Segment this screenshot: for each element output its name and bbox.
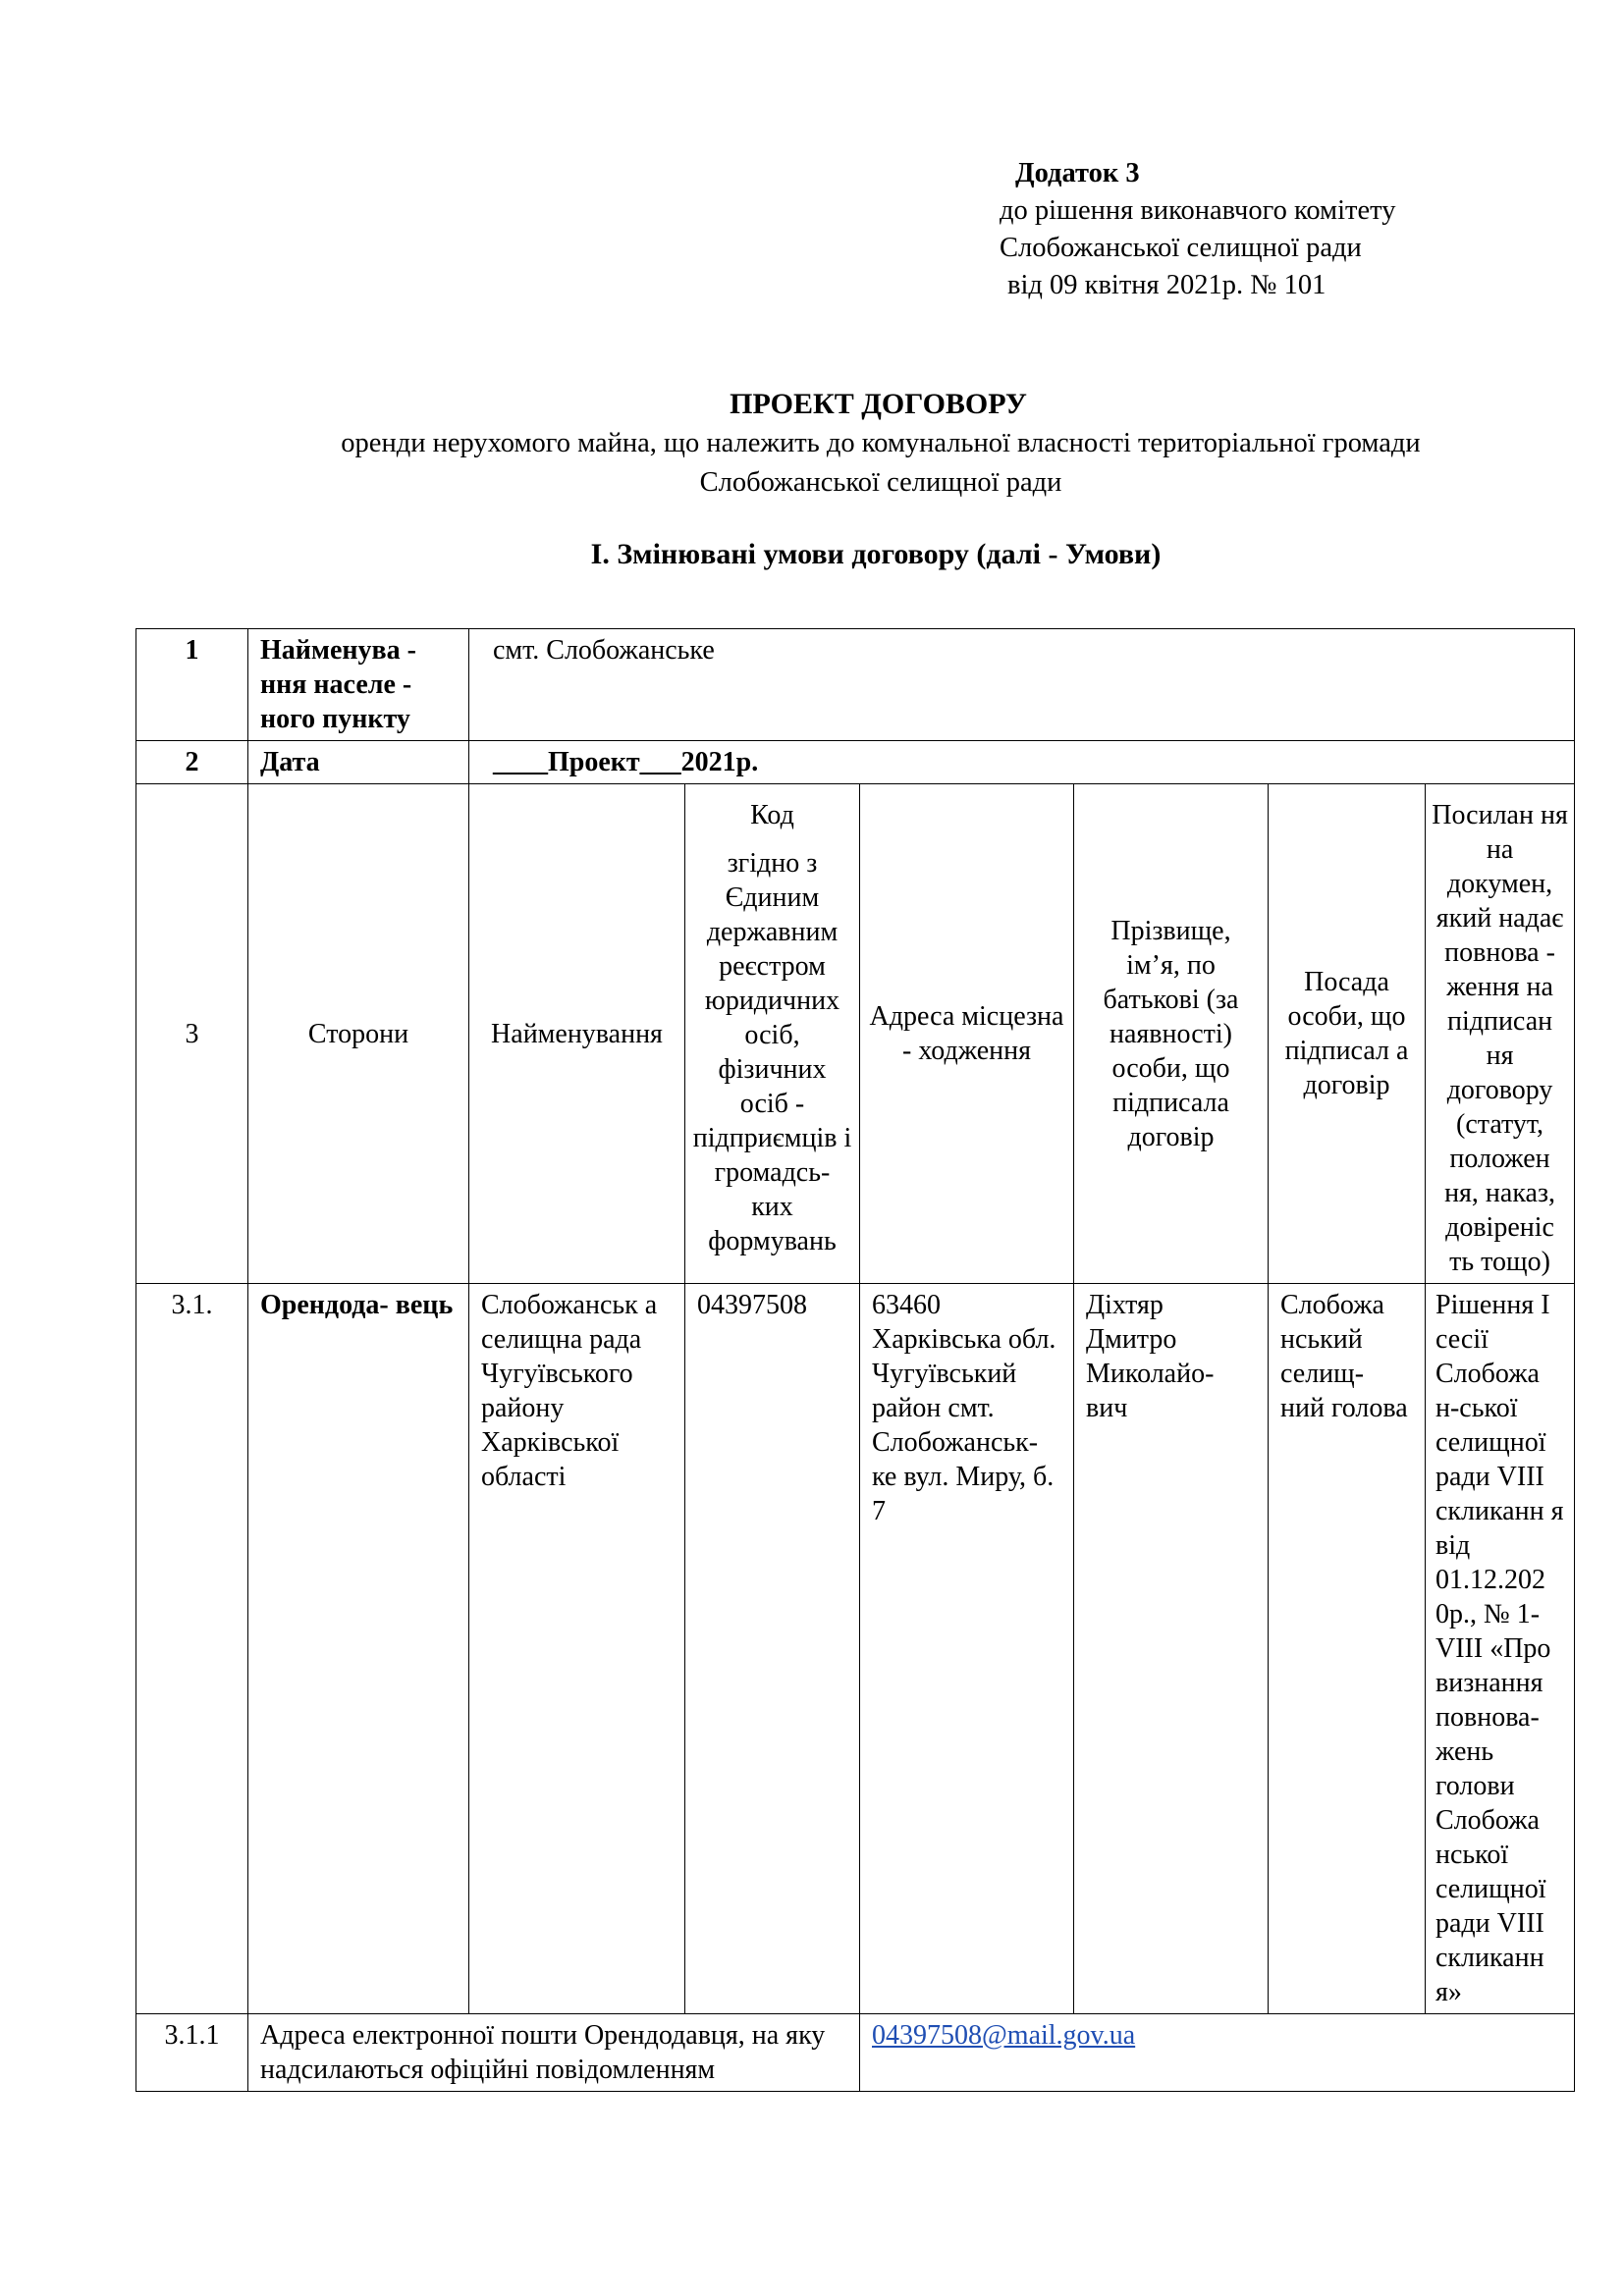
row-label: Сторони	[248, 784, 469, 1284]
appendix-line-3: від 09 квітня 2021р. № 101	[1007, 270, 1326, 300]
row-label: Орендода- вець	[248, 1284, 469, 2014]
table-row	[136, 2014, 1575, 2092]
header-person: Прізвище, ім’я, по батькові (за наявності) особи, що підписала договір	[1074, 784, 1269, 1284]
document-subtitle-1: оренди нерухомого майна, що належить до комунальної власності територіальної громади	[341, 428, 1421, 458]
header-authority-document: Посилан ня на докумен, який надає повнова - ження на підписан ня договору (статут, положен ня, наказ, довіреніс ть тощо)	[1426, 784, 1575, 1284]
appendix-block	[1000, 155, 1395, 304]
table-row	[136, 629, 1575, 741]
lessor-address: 63460 Харківська обл. Чугуївський район смт. Слобожанськ- ке вул. Миру, б. 7	[860, 1284, 1074, 2014]
contract-date: ____Проект___2021р.	[469, 741, 1575, 784]
lessor-person: Діхтяр Дмитро Миколайо- вич	[1074, 1284, 1269, 2014]
row-label: Найменува - ння населе - ного пункту	[248, 629, 469, 741]
settlement-name: смт. Слобожанське	[469, 629, 1575, 741]
row-number: 1	[136, 629, 248, 741]
document-subtitle-2: Слобожанської селищної ради	[699, 467, 1062, 498]
appendix-line-2: Слобожанської селищної ради	[1000, 233, 1362, 263]
row-number: 3.1.1	[136, 2014, 248, 2092]
header-address: Адреса місцезна - ходження	[860, 784, 1074, 1284]
lessor-name: Слобожанськ а селищна рада Чугуївського району Харківської області	[469, 1284, 685, 2014]
header-code-title: Код	[750, 800, 794, 830]
lessor-authority-document: Рішення І сесії Слобожа н-ської селищної ради VIII скликанн я від 01.12.202 0р., № 1-VIII «Про визнання повнова- жень голови Слобожа нської селищної ради VIII скликанн я»	[1426, 1284, 1575, 2014]
table-row	[136, 741, 1575, 784]
contract-table	[135, 628, 1575, 2092]
table-header-row	[136, 784, 1575, 1284]
row-number: 2	[136, 741, 248, 784]
email-cell	[860, 2014, 1575, 2092]
table-row	[136, 1284, 1575, 2014]
header-name: Найменування	[469, 784, 685, 1284]
appendix-line-1: до рішення виконавчого комітету	[1000, 195, 1396, 226]
email-link[interactable]: 04397508@mail.gov.ua	[872, 2020, 1136, 2051]
document-heading	[0, 385, 1624, 503]
row-label: Адреса електронної пошти Орендодавця, на яку надсилаються офіційні повідомленням	[248, 2014, 860, 2092]
header-code	[685, 784, 860, 1284]
header-code-description: згідно з Єдиним державним реєстром юридичних осіб, фізичних осіб - підприємців і громадсь- ких формувань	[692, 848, 852, 1256]
header-position: Посада особи, що підписал а договір	[1269, 784, 1426, 1284]
lessor-position: Слобожа нський селищ- ний голова	[1269, 1284, 1426, 2014]
row-label: Дата	[248, 741, 469, 784]
appendix-title: Додаток 3	[1015, 158, 1140, 188]
document-title: ПРОЕКТ ДОГОВОРУ	[730, 388, 1027, 420]
lessor-code: 04397508	[685, 1284, 860, 2014]
section-title: І. Змінювані умови договору (далі - Умови)	[590, 538, 1162, 570]
row-number: 3	[136, 784, 248, 1284]
row-number: 3.1.	[136, 1284, 248, 2014]
